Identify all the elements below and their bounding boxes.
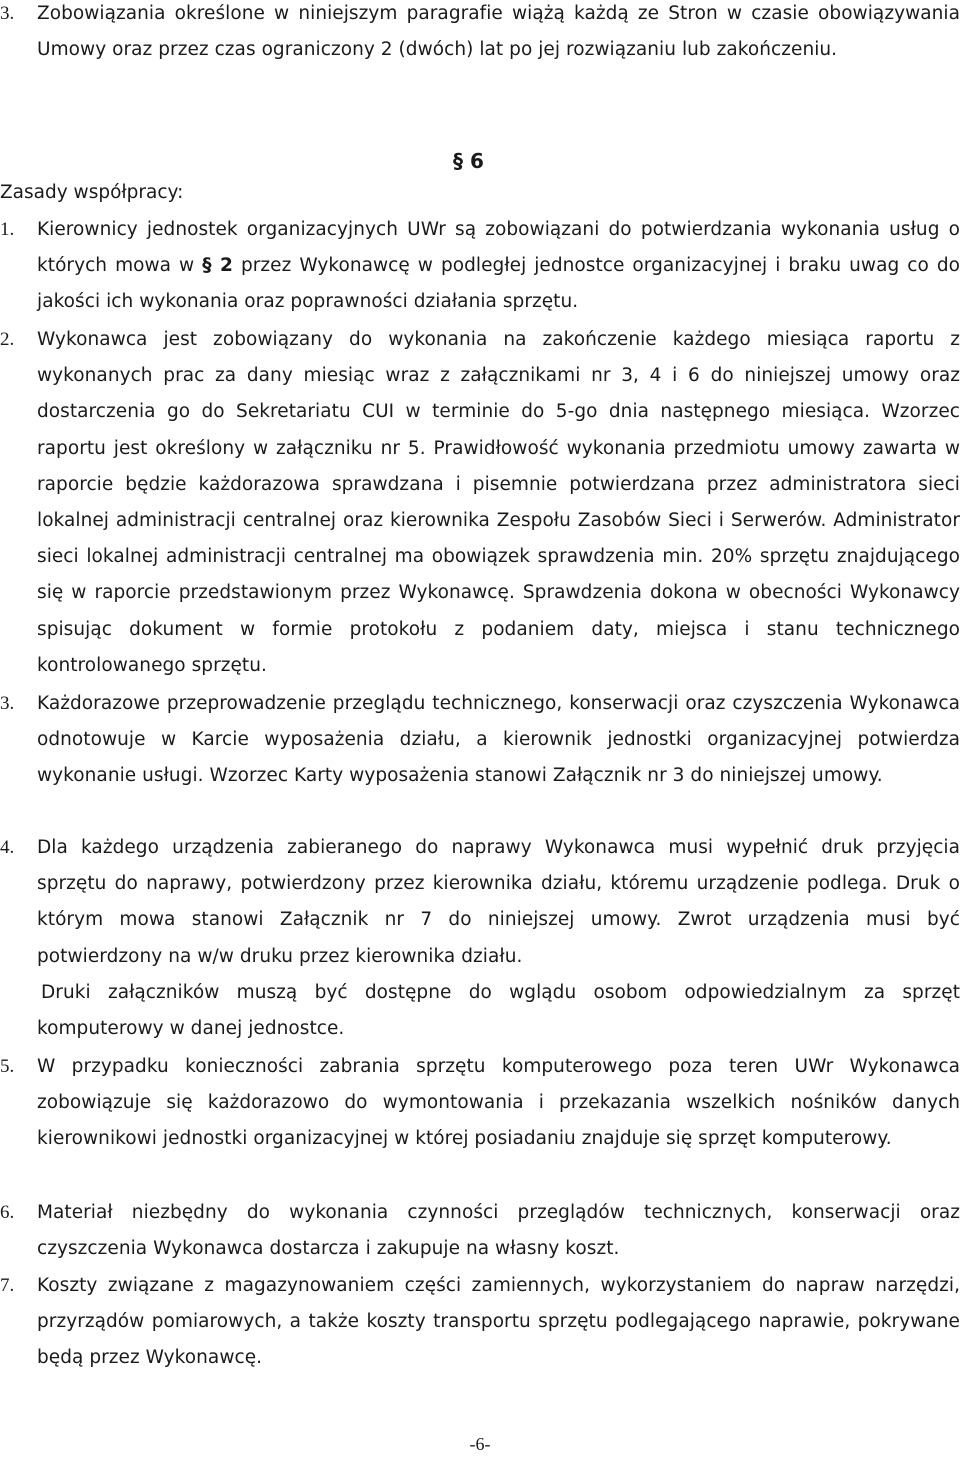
item-text	[37, 212, 960, 321]
list-item-2	[0, 322, 960, 684]
section-intro: Zasady współpracy:	[0, 182, 184, 203]
list-item-5	[0, 1049, 960, 1158]
item-text: Każdorazowe przeprowadzenie przeglądu technicznego, konserwacji oraz czyszczenia Wykonawca odnotowuje w Karcie wyposażenia działu, a kierownik jednostki organizacyjnej potwierdza wykonanie usługi. Wzorzec Karty wyposażenia stanowi Załącznik nr 3 do niniejszej umowy.	[37, 693, 960, 787]
item-number: 6.	[0, 1202, 15, 1223]
list-item-1	[0, 212, 960, 321]
item-number: 3.	[0, 693, 15, 714]
section5-item-3	[0, 0, 960, 68]
page-number: -6-	[469, 1434, 491, 1454]
item-number: 3.	[0, 3, 15, 24]
item-number: 1.	[0, 219, 15, 240]
item-number: 7.	[0, 1275, 15, 1296]
item-text-extra: Druki załączników muszą być dostępne do wglądu osobom odpowiedzialnym za sprzęt komputerowy w danej jednostce.	[37, 981, 960, 1040]
item-number: 5.	[0, 1056, 15, 1077]
item-text: W przypadku konieczności zabrania sprzętu komputerowego poza teren UWr Wykonawca zobowiązuje się każdorazowo do wymontowania i przekazania wszelkich nośników danych kierownikowi jednostki organizacyjnej w której posiadaniu znajduje się sprzęt komputerowy.	[37, 1056, 960, 1150]
item-text: Zobowiązania określone w niniejszym paragrafie wiążą każdą ze Stron w czasie obowiązywania Umowy oraz przez czas ograniczony 2 (dwóch) lat po jej rozwiązaniu lub zakończeniu.	[37, 3, 960, 61]
section-heading: § 6	[453, 149, 484, 173]
item-text-part: przez Wykonawcę w podległej jednostce organizacyjnej i braku uwag co do jakości ich wykonania oraz poprawności działania sprzętu.	[37, 255, 960, 313]
list-item-7	[0, 1268, 960, 1377]
list-item-6	[0, 1195, 960, 1267]
item-number: 4.	[0, 837, 15, 858]
item-number: 2.	[0, 329, 15, 350]
item-text: Wykonawca jest zobowiązany do wykonania na zakończenie każdego miesiąca raportu z wykonanych prac za dany miesiąc wraz z załącznikami nr 3, 4 i 6 do niniejszej umowy oraz dostarczenia go do Sekretariatu CUI w terminie do 5-go dnia następnego miesiąca. Wzorzec raportu jest określony w załączniku nr 5. Prawidłowość wykonania przedmiotu umowy zawarta w raporcie będzie każdorazowa sprawdzana i pisemnie potwierdzana przez administratora sieci lokalnej administracji centralnej oraz kierownika Zespołu Zasobów Sieci i Serwerów. Administrator sieci lokalnej administracji centralnej ma obowiązek sprawdzenia min. 20% sprzętu znajdującego się w raporcie przedstawionym przez Wykonawcę. Sprawdzenia dokona w obecności Wykonawcy spisując dokument w formie protokołu z podaniem daty, miejsca i stanu technicznego kontrolowanego sprzętu.	[37, 329, 960, 676]
item-text: Koszty związane z magazynowaniem części zamiennych, wykorzystaniem do napraw narzędzi, przyrządów pomiarowych, a także koszty transportu sprzętu podlegającego naprawie, pokrywane będą przez Wykonawcę.	[37, 1275, 960, 1369]
list-item-4	[0, 830, 960, 1047]
item-text: Materiał niezbędny do wykonania czynności przeglądów technicznych, konserwacji oraz czyszczenia Wykonawca dostarcza i zakupuje na własny koszt.	[37, 1202, 960, 1260]
item-text-part: Kierownicy jednostek organizacyjnych UWr są zobowiązani do potwierdzania wykonania usług o których mowa w	[37, 219, 960, 277]
section-reference: § 2	[202, 255, 233, 277]
list-item-3	[0, 686, 960, 795]
item-text: Dla każdego urządzenia zabieranego do naprawy Wykonawca musi wypełnić druk przyjęcia sprzętu do naprawy, potwierdzony przez kierownika działu, któremu urządzenie podlega. Druk o którym mowa stanowi Załącznik nr 7 do niniejszej umowy. Zwrot urządzenia musi być potwierdzony na w/w druku przez kierownika działu.	[37, 837, 960, 967]
